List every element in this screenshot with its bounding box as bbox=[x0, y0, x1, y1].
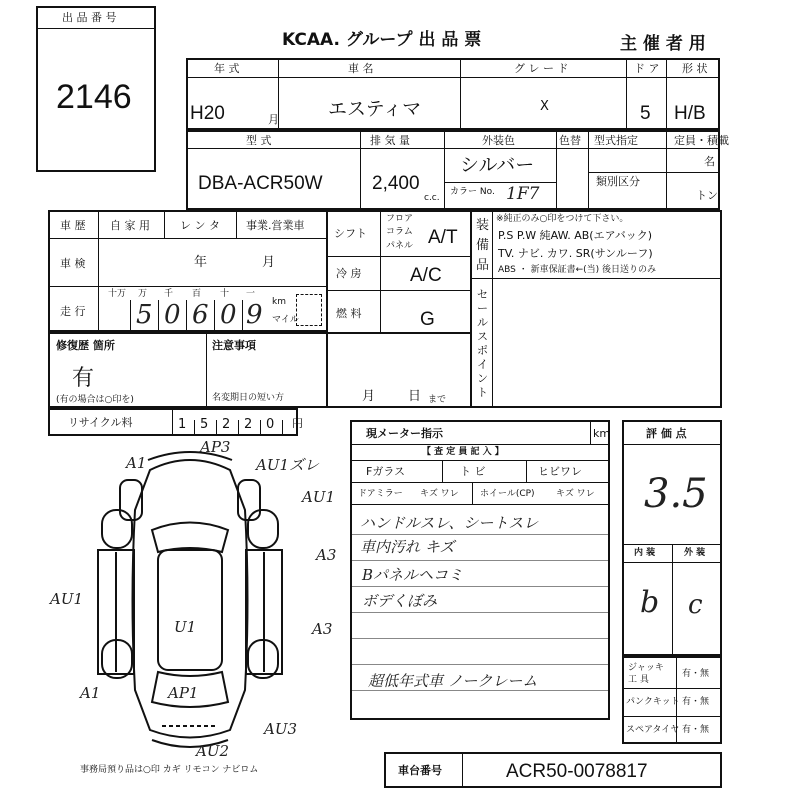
recycle-fee-unit: 円 bbox=[292, 417, 303, 430]
car-damage-diagram bbox=[40, 440, 350, 760]
repair-history-label: 修復歴 箇所 bbox=[56, 339, 115, 352]
capacity-unit-tons: トン bbox=[696, 189, 718, 202]
notes-day: 日 bbox=[408, 389, 422, 404]
shaken-year: 年 bbox=[194, 255, 208, 270]
mileage-digit: 0 bbox=[220, 300, 237, 330]
shaken-label: 車 検 bbox=[60, 257, 86, 270]
displacement-label: 排 気 量 bbox=[370, 134, 410, 147]
car-name-value: エスティマ bbox=[328, 99, 422, 120]
wheel-front-right bbox=[248, 510, 278, 548]
inspector-note: 車内汚れ キズ bbox=[360, 538, 455, 556]
puncture-kit-label: パンクキット bbox=[626, 697, 680, 707]
recycle-digit: 2 bbox=[244, 417, 253, 432]
year-label: 年 式 bbox=[214, 62, 240, 75]
digit-label: 百 bbox=[192, 289, 202, 299]
mileage-digit: 6 bbox=[192, 300, 209, 330]
inspector-note: 超低年式車 ノークレーム bbox=[368, 672, 538, 690]
door-label: ド ア bbox=[634, 62, 660, 75]
history-block bbox=[48, 210, 328, 332]
history-label: 車 歴 bbox=[60, 219, 86, 232]
model-value: DBA-ACR50W bbox=[198, 173, 323, 194]
mileage-digit: 5 bbox=[136, 300, 153, 330]
notes-label: 注意事項 bbox=[212, 339, 256, 352]
color-number-value: 1F7 bbox=[506, 184, 540, 204]
wheel-opts: キズ ワレ bbox=[556, 489, 595, 499]
history-opt-private: 自 家 用 bbox=[110, 219, 150, 232]
car-roof bbox=[158, 550, 222, 670]
lot-number-box bbox=[36, 6, 156, 172]
glass-opt-chip: ト ビ bbox=[460, 465, 486, 478]
month-unit: 月 bbox=[268, 113, 279, 126]
damage-mark: AU1 bbox=[50, 590, 84, 608]
notes-until: まで bbox=[428, 395, 447, 405]
equipment-block bbox=[470, 210, 722, 408]
model-designation-label: 型式指定 bbox=[594, 134, 638, 147]
mileage-digit: 9 bbox=[246, 300, 263, 330]
recycle-digit: 5 bbox=[200, 417, 209, 432]
equipment-note: ※純正のみ○印をつけて下さい。 bbox=[496, 214, 629, 224]
interior-label: 内 装 bbox=[634, 548, 656, 558]
office-note: 事務局預り品は○印 カギ リモコン ナビロム bbox=[80, 765, 259, 775]
interior-value: b bbox=[640, 585, 660, 620]
vehicle-info-row2 bbox=[186, 130, 729, 210]
damage-mark: AU1ズレ bbox=[256, 456, 320, 474]
car-name-label: 車 名 bbox=[348, 62, 374, 75]
color-number-label: カラー No. bbox=[450, 187, 495, 197]
history-opt-rental: レ ン タ bbox=[180, 219, 220, 232]
ac-value: A/C bbox=[410, 265, 442, 286]
exterior-label: 外 装 bbox=[684, 548, 706, 558]
km-label: km bbox=[272, 297, 286, 307]
grade-label: グ レ ー ド bbox=[514, 62, 569, 75]
mileage-digit: 0 bbox=[164, 300, 181, 330]
body-type-label: 形 状 bbox=[682, 62, 708, 75]
damage-mark: AU1 bbox=[302, 488, 336, 506]
digit-label: 十 bbox=[220, 289, 230, 299]
chassis-label: 車台番号 bbox=[398, 764, 442, 777]
equipment-line1: P.S P.W 純AW. AB(エアバック) bbox=[498, 229, 652, 242]
recycle-digit: 1 bbox=[178, 417, 187, 432]
repair-history-value: 有 bbox=[72, 366, 95, 391]
damage-mark: A3 bbox=[316, 546, 337, 564]
inspector-block bbox=[350, 420, 610, 720]
damage-mark: A3 bbox=[312, 620, 333, 638]
sales-point-label: セールスポイント bbox=[477, 288, 488, 399]
equipment-label: 装 備 品 bbox=[476, 218, 490, 273]
recycle-fee-label: リサイクル料 bbox=[68, 416, 133, 429]
shaken-month: 月 bbox=[262, 255, 276, 270]
rating-label: 評 価 点 bbox=[646, 427, 687, 440]
repair-notes-block bbox=[48, 332, 472, 408]
digit-label: 万 bbox=[138, 289, 148, 299]
glass-opt-crack: ヒビワレ bbox=[538, 465, 582, 478]
jack-label: ジャッキ 工 具 bbox=[628, 663, 664, 685]
wheel-label: ホイール(CP) bbox=[480, 489, 535, 499]
puncture-kit-value: 有・無 bbox=[682, 697, 710, 707]
displacement-value: 2,400 bbox=[372, 173, 420, 194]
rating-value: 3.5 bbox=[644, 471, 708, 517]
exterior-color-value: シルバー bbox=[460, 155, 535, 176]
damage-mark: U1 bbox=[174, 618, 197, 636]
shift-opt-column: コラム bbox=[386, 227, 413, 237]
recycle-digit: 2 bbox=[222, 417, 231, 432]
color-change-label: 色替 bbox=[559, 134, 581, 147]
year-value: H20 bbox=[190, 103, 225, 124]
ac-label: 冷 房 bbox=[336, 267, 362, 280]
spare-tire-label: スペアタイヤ bbox=[626, 725, 680, 735]
organizer-label: 主 催 者 用 bbox=[620, 34, 706, 54]
vehicle-info-row1 bbox=[186, 58, 720, 130]
exterior-value: c bbox=[688, 590, 703, 620]
capacity-unit-persons: 名 bbox=[704, 155, 715, 168]
damage-mark: AU2 bbox=[196, 742, 230, 760]
damage-mark: A1 bbox=[126, 454, 147, 472]
chassis-value: ACR50-0078817 bbox=[506, 761, 648, 782]
fuel-value: G bbox=[420, 309, 435, 330]
current-meter-unit: km bbox=[593, 427, 611, 440]
current-meter-label: 現メーター指示 bbox=[366, 427, 443, 440]
body-type-value: H/B bbox=[674, 103, 706, 124]
rating-block bbox=[622, 420, 722, 656]
form-title: KCAA. グループ 出 品 票 bbox=[282, 30, 482, 50]
model-label: 型 式 bbox=[246, 134, 272, 147]
shift-value: A/T bbox=[428, 227, 458, 248]
grade-value: X bbox=[540, 99, 549, 114]
fuel-label: 燃 料 bbox=[336, 307, 362, 320]
category-label: 類別区分 bbox=[596, 175, 640, 188]
damage-mark: AP1 bbox=[168, 684, 199, 702]
recycle-fee-box bbox=[48, 408, 298, 436]
damage-mark: AU3 bbox=[264, 720, 298, 738]
mirror-opts: キズ ワレ bbox=[420, 489, 459, 499]
wheel-front-left bbox=[102, 510, 132, 548]
digit-label: 千 bbox=[164, 289, 174, 299]
damage-mark: AP3 bbox=[200, 440, 231, 456]
capacity-label: 定員・積載 bbox=[674, 134, 729, 147]
glass-label: Fガラス bbox=[366, 465, 405, 478]
short-date-label: 名変期日の短い方 bbox=[212, 393, 285, 403]
damage-mark: A1 bbox=[80, 684, 101, 702]
digit-label: 一 bbox=[246, 289, 256, 299]
shift-opt-floor: フロア bbox=[386, 214, 414, 224]
spare-tire-value: 有・無 bbox=[682, 725, 710, 735]
door-value: 5 bbox=[640, 103, 651, 124]
repair-history-note: (有の場合は○印を) bbox=[56, 395, 134, 405]
mirror-label: ドアミラー bbox=[358, 489, 403, 499]
shift-label: シフト bbox=[334, 227, 367, 240]
history-opt-business: 事業.営業車 bbox=[246, 219, 305, 232]
displacement-unit: c.c. bbox=[424, 193, 440, 203]
shift-opt-panel: パネル bbox=[386, 241, 414, 251]
mileage-label: 走 行 bbox=[60, 305, 86, 318]
inspector-note: ハンドルスレ、シートスレ bbox=[360, 514, 539, 532]
jack-value: 有・無 bbox=[682, 669, 710, 679]
recycle-digit: 0 bbox=[266, 417, 275, 432]
notes-month: 月 bbox=[362, 389, 376, 404]
mile-label: マイル bbox=[272, 315, 299, 325]
chassis-number-box bbox=[384, 752, 722, 788]
mileage-digits bbox=[104, 290, 264, 330]
equipment-line3: ABS ・ 新車保証書←(当) 後日送りのみ bbox=[498, 265, 657, 275]
lot-number-label: 出 品 番 号 bbox=[62, 11, 117, 24]
tools-block bbox=[622, 656, 722, 744]
inspector-note: Bパネルヘコミ bbox=[362, 566, 464, 584]
inspector-note: ボデくぼみ bbox=[362, 592, 438, 610]
km-mile-checkbox[interactable] bbox=[296, 294, 322, 326]
digit-label: 十万 bbox=[108, 289, 127, 299]
lot-number-value: 2146 bbox=[56, 78, 132, 116]
inspector-heading: 【 査 定 員 記 入 】 bbox=[422, 447, 504, 457]
exterior-color-label: 外装色 bbox=[482, 134, 515, 147]
equipment-line2: TV. ナビ. カワ. SR(サンルーフ) bbox=[498, 247, 653, 260]
